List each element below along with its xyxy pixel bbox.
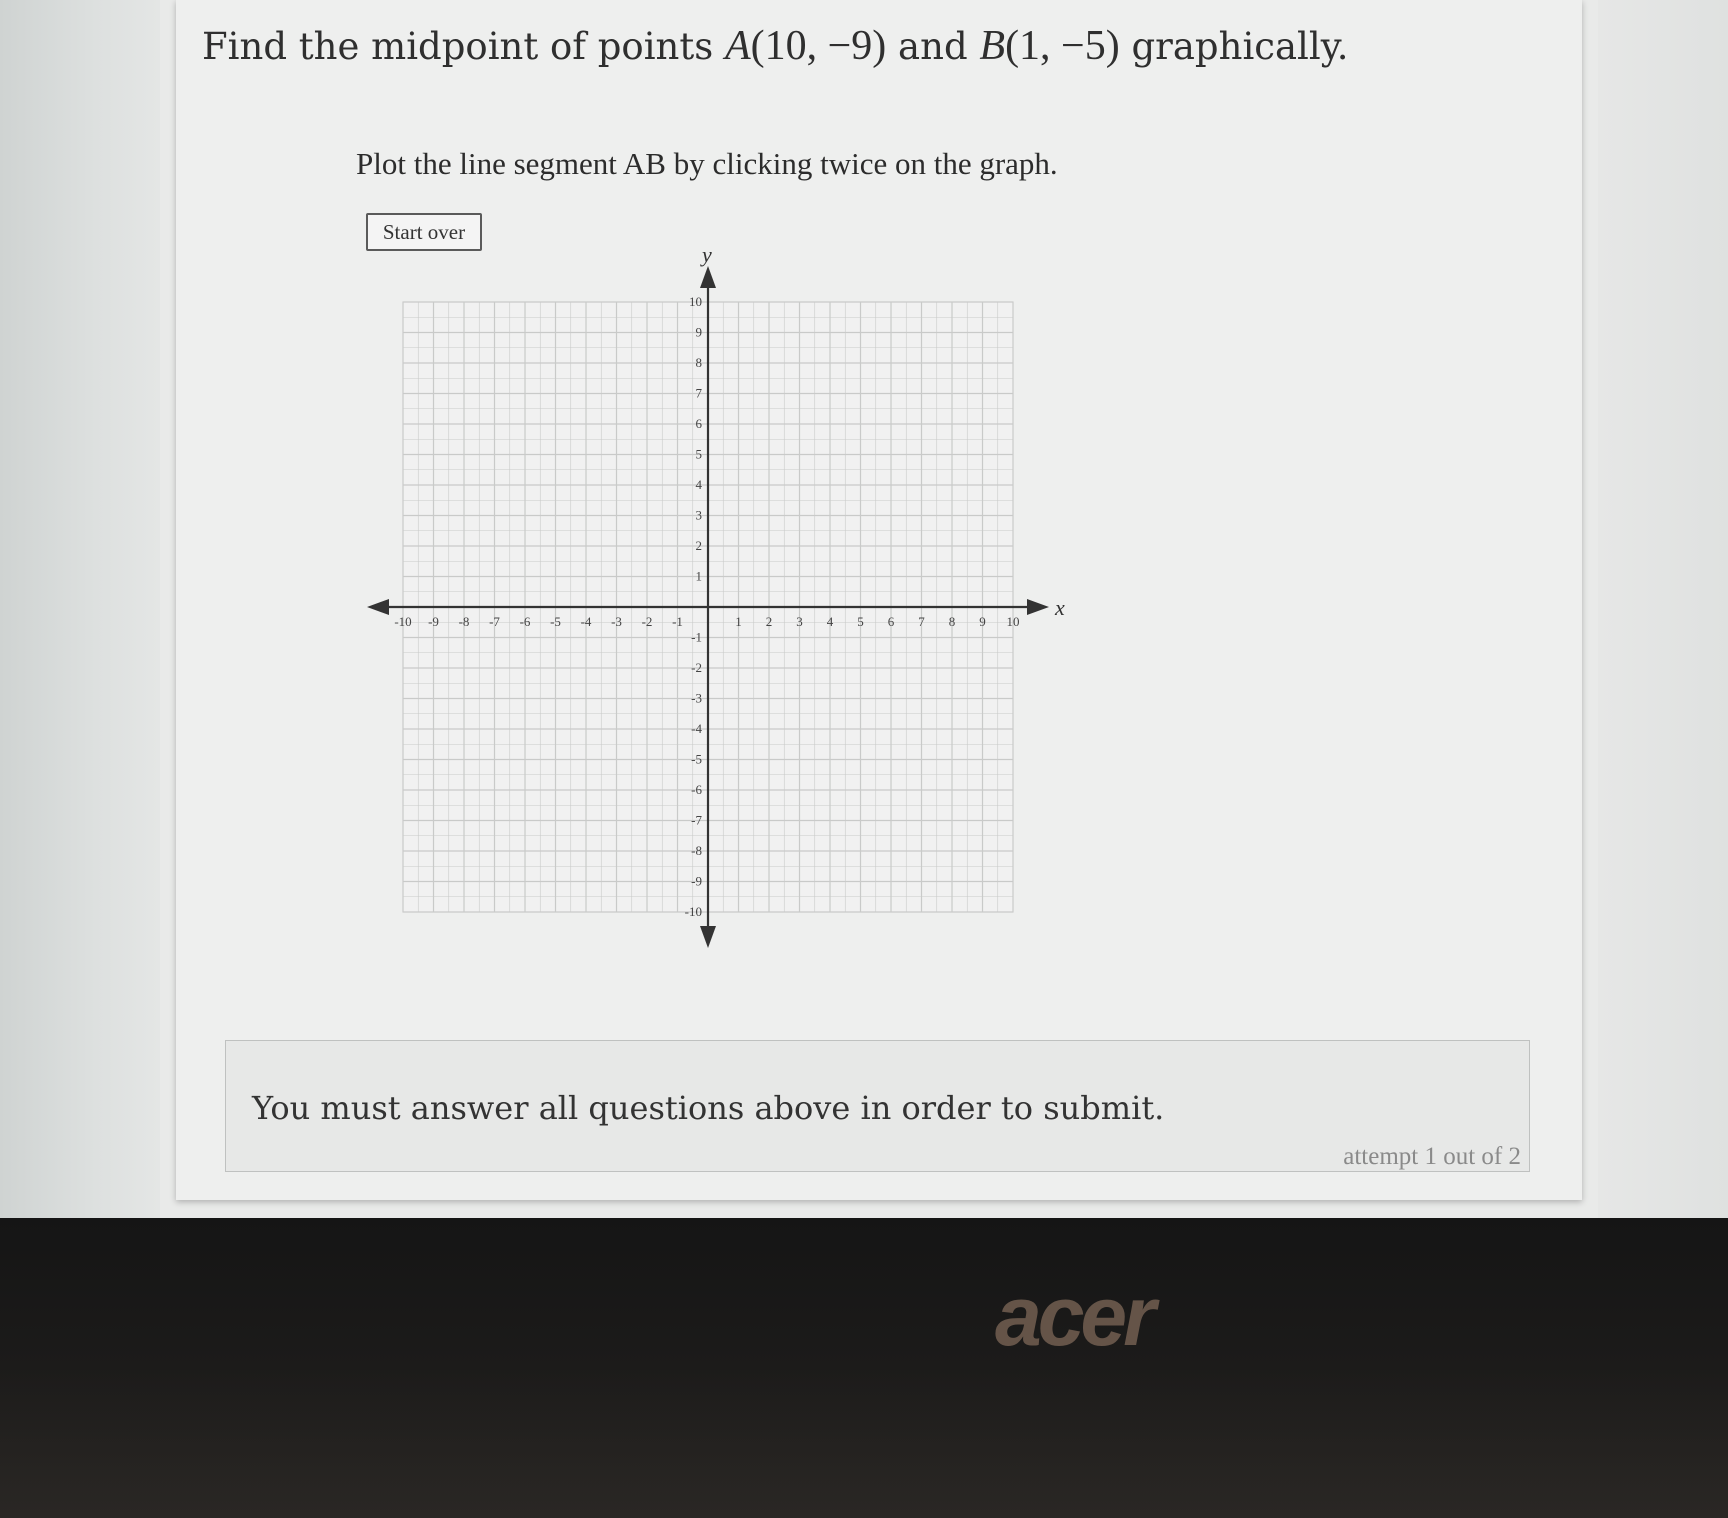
y-tick-label: -3 xyxy=(691,690,702,706)
x-tick-label: 4 xyxy=(826,614,834,629)
x-tick-label: 2 xyxy=(765,614,773,629)
acer-logo: acer xyxy=(995,1269,1152,1363)
point-b-label: B xyxy=(979,23,1006,69)
x-tick-label: -3 xyxy=(611,614,622,629)
y-tick-label: -10 xyxy=(684,904,702,919)
x-tick-label: -9 xyxy=(428,614,439,629)
y-axis-label: y xyxy=(702,242,712,267)
y-tick-label: -8 xyxy=(691,843,702,858)
y-tick-label: 6 xyxy=(695,416,702,431)
question-connector: and xyxy=(886,25,980,68)
point-a-label: A xyxy=(724,23,751,69)
screen-left-background xyxy=(0,0,160,1218)
point-a-coords: (10, −9) xyxy=(750,23,887,69)
y-tick-label: 8 xyxy=(695,355,702,370)
y-tick-label: 9 xyxy=(695,324,702,340)
question-prefix: Find the midpoint of points xyxy=(202,25,725,68)
x-tick-label: -1 xyxy=(672,614,683,629)
y-tick-label: -4 xyxy=(691,721,702,736)
y-tick-label: -5 xyxy=(691,751,702,767)
x-tick-label: -6 xyxy=(519,614,531,629)
x-tick-label: -5 xyxy=(550,614,561,629)
x-tick-label: 6 xyxy=(887,614,895,629)
x-axis-label: x xyxy=(1055,595,1065,620)
x-tick-label: -7 xyxy=(489,614,500,629)
question-text xyxy=(202,22,1582,70)
x-tick-label: 5 xyxy=(857,614,864,629)
x-tick-label: -8 xyxy=(458,614,470,629)
y-tick-label: 7 xyxy=(695,385,702,401)
x-tick-label: -4 xyxy=(580,614,592,629)
y-tick-label: 4 xyxy=(695,477,702,492)
question-suffix: graphically. xyxy=(1119,25,1349,68)
y-tick-label: -6 xyxy=(691,782,702,797)
coordinate-plane[interactable] xyxy=(330,205,1090,985)
point-b-coords: (1, −5) xyxy=(1005,23,1120,69)
y-tick-label: -7 xyxy=(691,812,702,828)
y-tick-label: -1 xyxy=(691,629,702,645)
instruction-text: Plot the line segment AB by clicking twice on the graph. xyxy=(356,146,1058,181)
x-tick-label: 10 xyxy=(1006,614,1020,629)
x-tick-label: 3 xyxy=(796,614,803,629)
point-a xyxy=(725,23,886,69)
y-tick-label: 1 xyxy=(695,568,702,584)
start-over-button[interactable]: Start over xyxy=(366,213,482,251)
bezel-shade xyxy=(0,1368,1728,1518)
x-tick-label: -10 xyxy=(394,614,412,629)
point-b xyxy=(979,23,1119,69)
y-tick-label: -9 xyxy=(691,873,702,889)
x-tick-label: 8 xyxy=(948,614,956,629)
submit-message: You must answer all questions above in order to submit. xyxy=(252,1089,1165,1127)
x-axis-left-arrow-icon xyxy=(367,599,389,615)
submit-panel xyxy=(225,1040,1530,1172)
attempt-counter: attempt 1 out of 2 xyxy=(1343,1143,1521,1170)
x-tick-label: 1 xyxy=(735,614,742,629)
y-tick-label: 3 xyxy=(695,507,702,523)
y-tick-label: 5 xyxy=(695,446,702,462)
x-axis-right-arrow-icon xyxy=(1027,599,1049,615)
y-tick-label: 10 xyxy=(689,294,702,309)
x-tick-label: 7 xyxy=(918,614,925,629)
x-tick-label: -2 xyxy=(641,614,653,629)
y-tick-label: -2 xyxy=(691,660,702,675)
screen-right-background xyxy=(1598,0,1728,1218)
y-tick-label: 2 xyxy=(695,538,702,553)
monitor-bezel xyxy=(0,1218,1728,1518)
y-axis-up-arrow-icon xyxy=(700,266,716,288)
y-axis-down-arrow-icon xyxy=(700,926,716,948)
x-tick-label: 9 xyxy=(979,614,986,629)
